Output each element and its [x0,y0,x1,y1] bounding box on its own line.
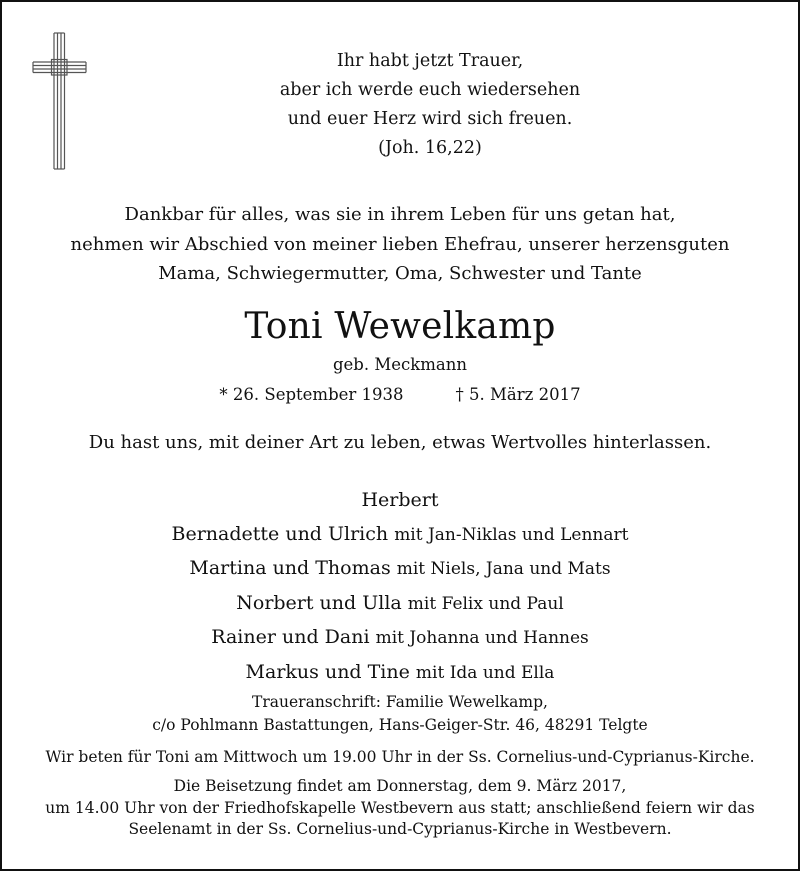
address-line: Traueranschrift: Familie Wewelkamp, [252,693,548,711]
family-children: mit Johanna und Hannes [375,628,589,648]
family-children: mit Ida und Ella [415,662,555,683]
death-date: † 5. März 2017 [455,385,581,404]
family-parents: Norbert und Ulla [236,591,402,614]
birth-date: * 26. September 1938 [219,385,404,404]
mourners-list [2,484,798,690]
intro-line: Dankbar für alles, was sie in ihrem Leben für uns getan hat, [124,204,676,225]
life-dates [2,384,798,406]
family-parents: Markus und Tine [245,660,410,683]
burial-line: Die Beisetzung findet am Donnerstag, dem 9. März 2017, [173,777,627,795]
intro-text [2,200,798,289]
family-children: mit Niels, Jana und Mats [396,559,611,579]
family-row [2,621,798,656]
intro-line: Mama, Schwiegermutter, Oma, Schwester und Tante [158,263,642,284]
family-parents: Bernadette und Ulrich [171,522,389,545]
birth-name: geb. Meckmann [332,355,467,374]
family-children: mit Felix und Paul [407,593,564,614]
family-row [2,656,798,691]
bible-quote [62,47,798,163]
intro-line: nehmen wir Abschied von meiner lieben Ehefrau, unserer herzensguten [70,233,730,255]
quote-line: und euer Herz wird sich freuen. [287,109,573,129]
family-children: mit Jan-Niklas und Lennart [394,524,629,545]
family-parents: Rainer und Dani [211,626,370,648]
family-row [2,552,798,587]
family-parents: Martina und Thomas [189,557,391,579]
family-row [2,518,798,553]
family-row [2,587,798,622]
burial-info [2,776,798,841]
motto-text: Du hast uns, mit deiner Art zu leben, etwas Wertvolles hinterlassen. [88,432,712,453]
spouse-name: Herbert [361,489,439,511]
address-line: c/o Pohlmann Bastattungen, Hans-Geiger-Str. 46, 48291 Telgte [152,716,648,734]
mourning-address [2,691,798,737]
prayer-service: Wir beten für Toni am Mittwoch um 19.00 Uhr in der Ss. Cornelius-und-Cyprianus-Kirche. [45,748,755,766]
burial-line: um 14.00 Uhr von der Friedhofskapelle Westbevern aus statt; anschließend feiern wir das [45,798,755,817]
deceased-name: Toni Wewelkamp [244,306,556,347]
quote-reference: (Joh. 16,22) [378,138,482,158]
quote-line: Ihr habt jetzt Trauer, [336,51,524,71]
quote-line: aber ich werde euch wiedersehen [279,80,581,100]
burial-line: Seelenamt in der Ss. Cornelius-und-Cyprianus-Kirche in Westbevern. [128,820,672,838]
